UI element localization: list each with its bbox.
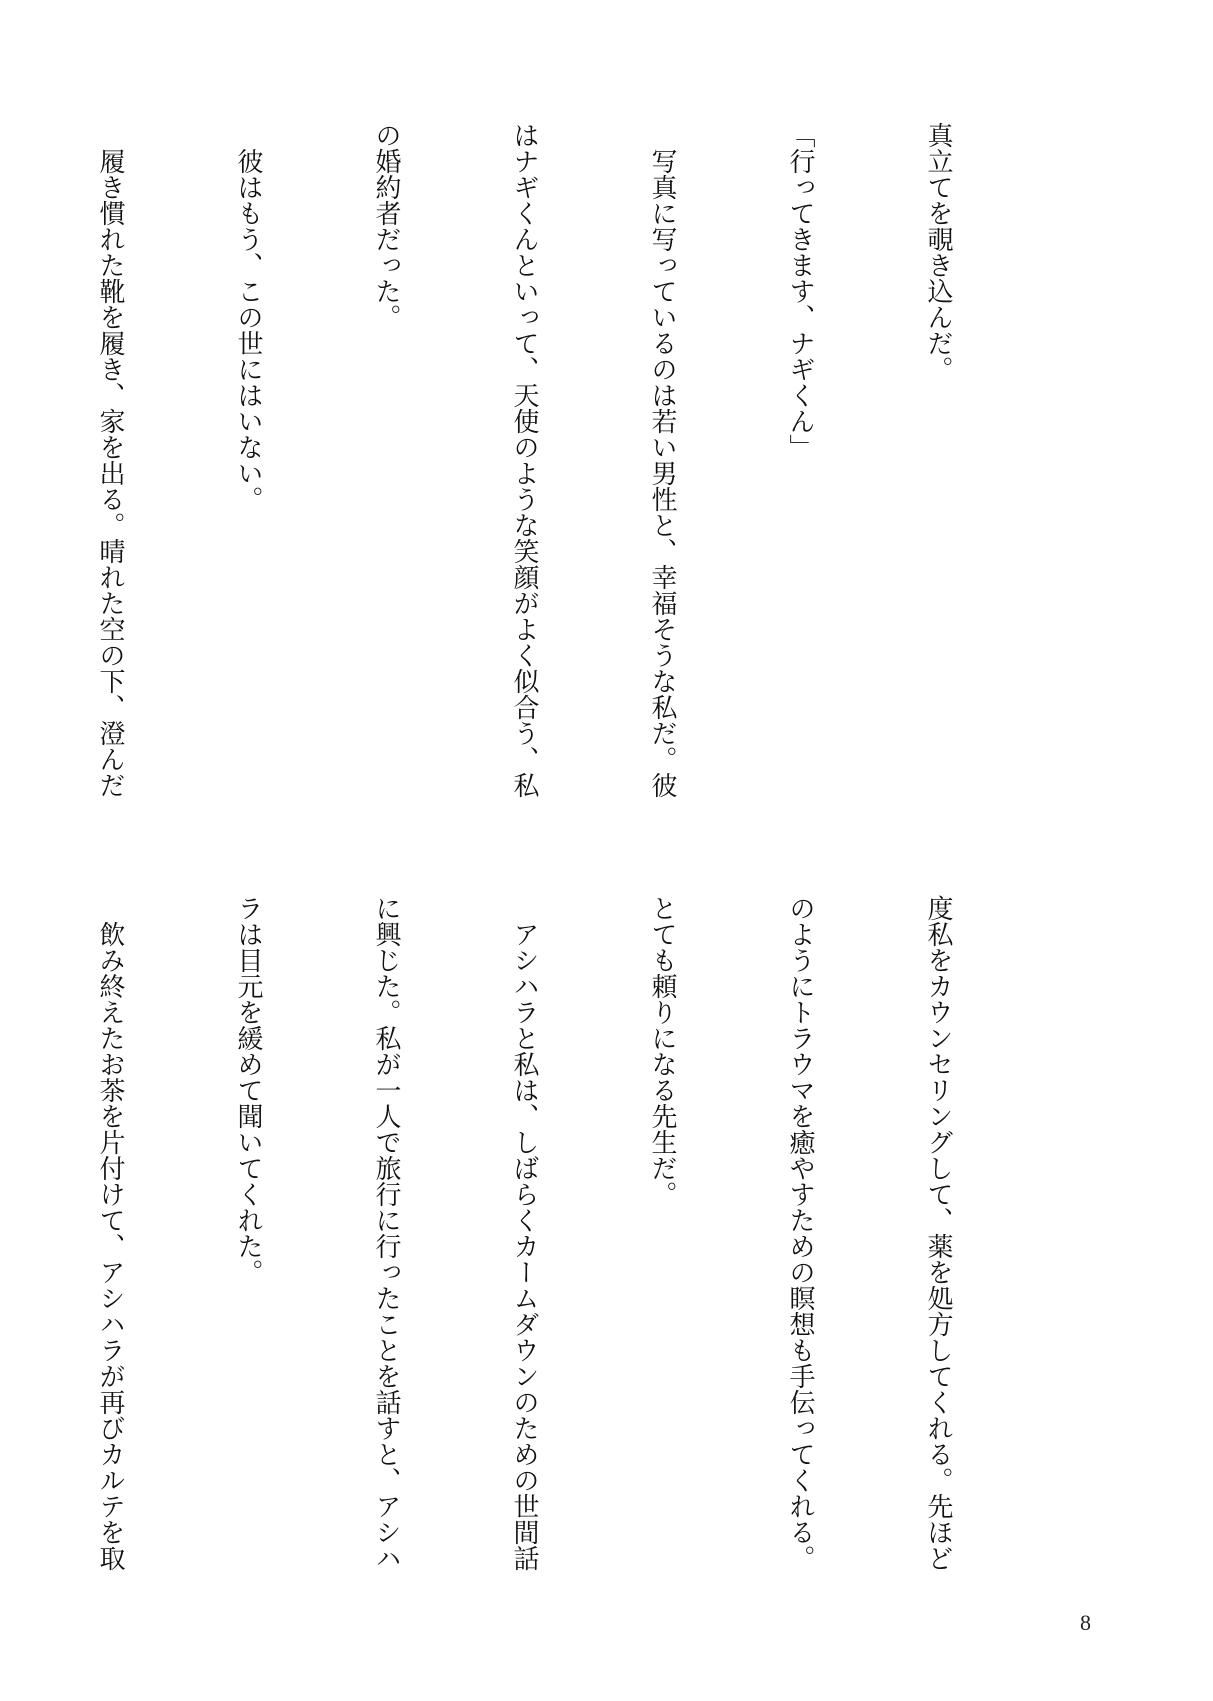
text-column: ラは目元を緩めて聞いてくれた。 bbox=[233, 895, 263, 1285]
text-column: 写真に写っているのは若い男性と、幸福そうな私だ。彼 bbox=[647, 122, 677, 798]
upper-text-block bbox=[0, 122, 1053, 798]
text-column: とても頼りになる先生だ。 bbox=[647, 895, 677, 1207]
text-column: はナギくんといって、天使のような笑顔がよく似合う、私 bbox=[509, 122, 539, 798]
text-column: アシハラと私は、しばらくカームダウンのための世間話 bbox=[509, 895, 539, 1571]
text-column: 度私をカウンセリングして、薬を処方してくれる。先ほど bbox=[923, 895, 953, 1571]
text-column: 真立てを覗き込んだ。 bbox=[923, 122, 953, 382]
text-column: 飲み終えたお茶を片付けて、アシハラが再びカルテを取 bbox=[95, 895, 125, 1571]
text-column: 履き慣れた靴を履き、家を出る。晴れた空の下、澄んだ bbox=[95, 122, 125, 798]
text-column: の婚約者だった。 bbox=[371, 122, 401, 330]
text-column: に興じた。私が一人で旅行に行ったことを話すと、アシハ bbox=[371, 895, 401, 1571]
lower-text-block bbox=[0, 895, 1053, 1571]
text-column: のようにトラウマを癒やすための瞑想も手伝ってくれる。 bbox=[785, 895, 815, 1571]
text-column: 「行ってきます、ナギくん」 bbox=[785, 122, 815, 460]
page-number: 8 bbox=[1080, 1610, 1091, 1635]
text-column: 彼はもう、この世にはいない。 bbox=[233, 122, 263, 512]
